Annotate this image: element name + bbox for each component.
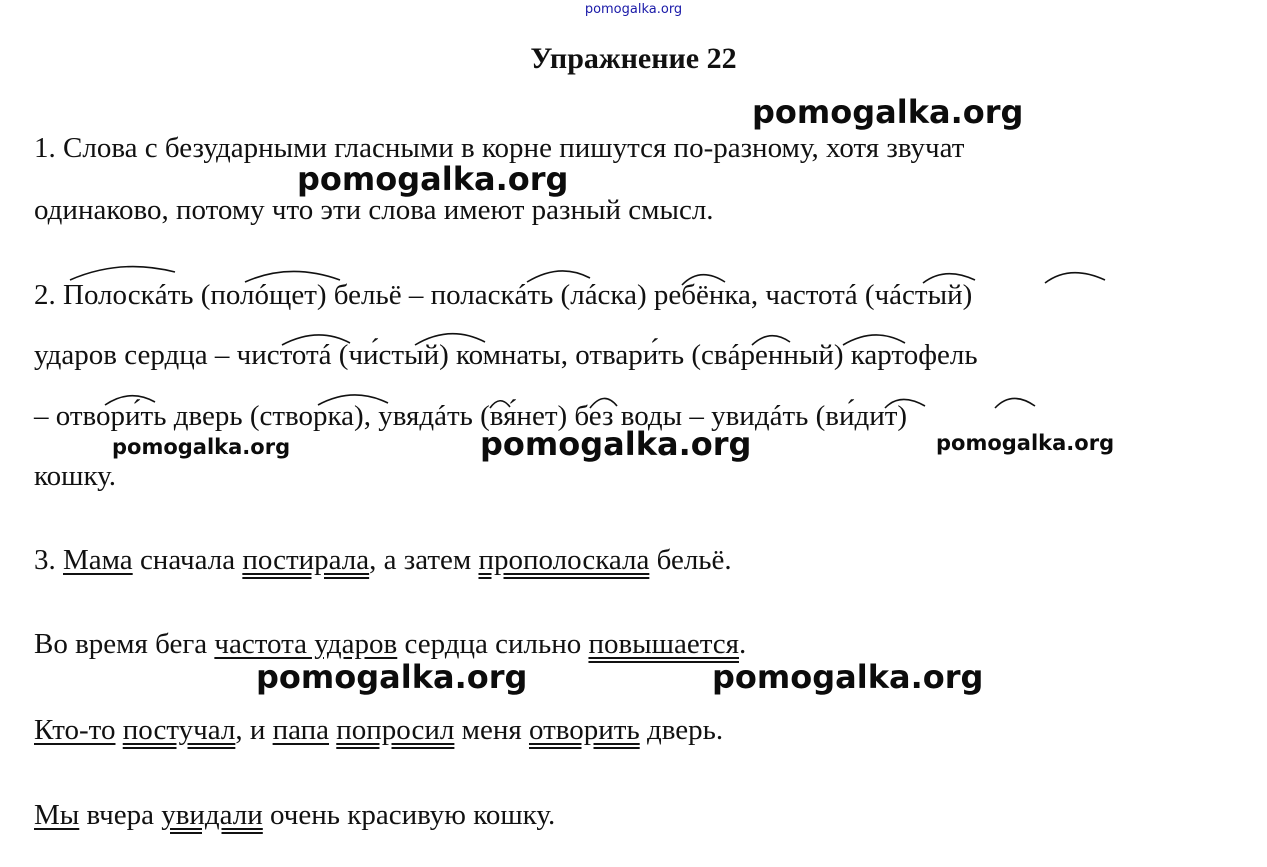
predicate: отворить (528, 714, 640, 746)
plain-text: сердца сильно (404, 628, 582, 660)
predicate: постирала (242, 544, 370, 576)
subject: папа (272, 714, 330, 746)
plain-text: вчера (86, 799, 154, 831)
exercise-title: Упражнение 22 (530, 42, 737, 75)
watermark: pomogalka.org (752, 93, 1024, 131)
root-arc (995, 398, 1035, 408)
paragraph2-line4: кошку. (34, 460, 116, 492)
paragraph1-line2: одинаково, потому что эти слова имеют разный смысл. (34, 194, 714, 226)
sentence-4 (34, 797, 555, 833)
sentence-number: 3. (34, 544, 56, 576)
plain-text: . (738, 628, 747, 660)
predicate: повышается (588, 628, 739, 660)
watermark: pomogalka.org (480, 425, 752, 463)
sentence-1 (34, 542, 732, 578)
subject: Мама (63, 544, 133, 576)
plain-text: сначала (139, 544, 236, 576)
predicate: прополоскала (478, 544, 650, 576)
predicate: постучал (122, 714, 236, 746)
predicate: увидали (161, 799, 263, 831)
plain-text: бельё. (656, 544, 732, 576)
sentence-3 (34, 712, 723, 748)
paragraph2-line2: ударов сердца – чистотá (чи́стый) комнаты, отвари́ть (свáренный) картофель (34, 339, 978, 371)
paragraph2-line1: 2. Полоскáть (полóщет) бельё – поласкáть (лáска) ребёнка, частотá (чáстый) (34, 279, 973, 311)
watermark: pomogalka.org (297, 160, 569, 198)
plain-text: дверь. (646, 714, 724, 746)
subject: Мы (34, 799, 80, 831)
predicate: попросил (336, 714, 455, 746)
subject: частота ударов (214, 628, 398, 660)
root-arc (1045, 273, 1105, 283)
watermark: pomogalka.org (712, 658, 984, 696)
subject: Кто-то (34, 714, 116, 746)
plain-text: меня (461, 714, 522, 746)
plain-text: Во время бега (34, 628, 208, 660)
watermark: pomogalka.org (936, 431, 1115, 455)
watermark: pomogalka.org (112, 435, 291, 459)
plain-text: , и (235, 714, 266, 746)
plain-text: , а затем (369, 544, 472, 576)
site-link[interactable]: pomogalka.org (584, 2, 683, 17)
plain-text: очень красивую кошку. (270, 799, 556, 831)
paragraph2-line3: – отвори́ть дверь (створка), увядáть (вя́нет) без воды – увидáть (ви́дит) (34, 400, 908, 432)
paragraph1-line1: 1. Слова с безударными гласными в корне пишутся по-разному, хотя звучат (34, 132, 965, 164)
sentence-2 (34, 626, 746, 662)
watermark: pomogalka.org (256, 658, 528, 696)
